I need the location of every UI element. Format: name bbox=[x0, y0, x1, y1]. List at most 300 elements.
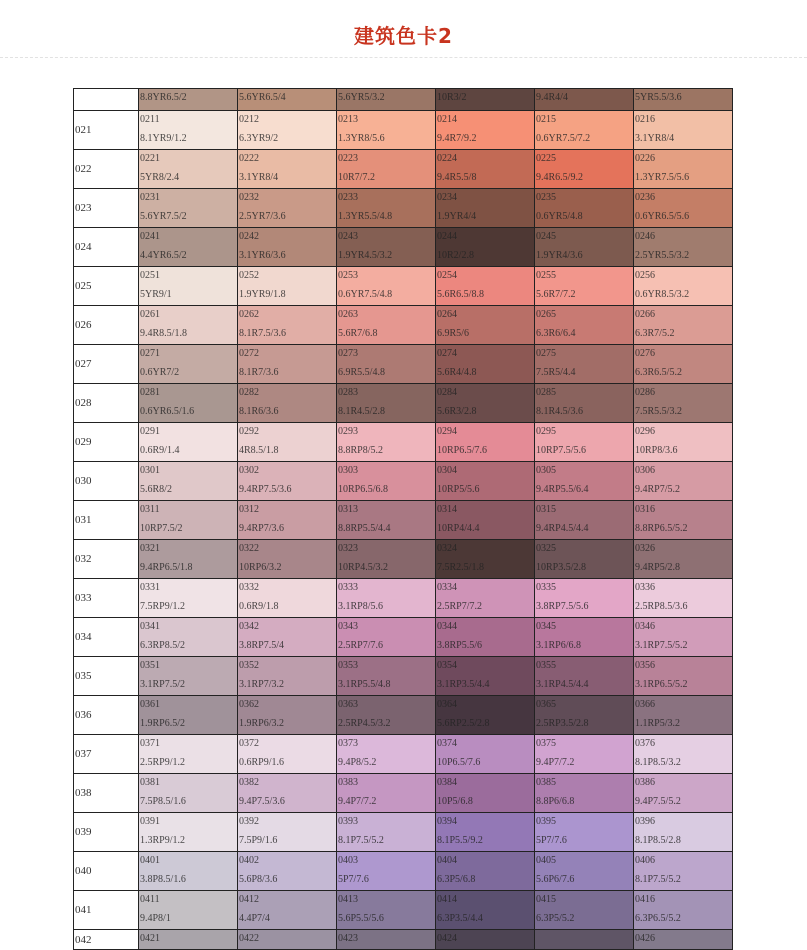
munsell-notation: 10RP3.5/2.8 bbox=[536, 562, 587, 573]
color-swatch bbox=[436, 189, 535, 228]
color-swatch bbox=[337, 540, 436, 579]
color-swatch bbox=[337, 111, 436, 150]
color-swatch bbox=[436, 306, 535, 345]
munsell-notation: 10P6.5/7.6 bbox=[437, 757, 481, 768]
color-swatch bbox=[238, 696, 337, 735]
munsell-notation: 3.1RP5.5/4.8 bbox=[338, 679, 391, 690]
munsell-notation: 1.3YR8/5.6 bbox=[338, 133, 385, 144]
munsell-notation: 0.6YR7/2 bbox=[140, 367, 180, 378]
color-swatch bbox=[139, 501, 238, 540]
munsell-notation: 5.6R3/2.8 bbox=[437, 406, 477, 417]
color-swatch bbox=[535, 189, 634, 228]
munsell-notation: 7.5P8.5/1.6 bbox=[140, 796, 186, 807]
color-row bbox=[74, 189, 733, 228]
color-code: 0352 bbox=[239, 660, 259, 671]
munsell-notation: 6.3P5/5.2 bbox=[536, 913, 575, 924]
color-code: 0256 bbox=[635, 270, 655, 281]
color-swatch bbox=[436, 540, 535, 579]
color-code: 0396 bbox=[635, 816, 655, 827]
color-swatch bbox=[337, 267, 436, 306]
color-code: 0334 bbox=[437, 582, 457, 593]
munsell-notation: 5.6R7/7.2 bbox=[536, 289, 576, 300]
munsell-notation: 10R3/2 bbox=[437, 92, 467, 103]
munsell-notation: 8.1R4.5/2.8 bbox=[338, 406, 385, 417]
color-swatch bbox=[238, 657, 337, 696]
color-swatch bbox=[337, 384, 436, 423]
color-code: 0236 bbox=[635, 192, 655, 203]
munsell-notation: 6.3P5/6.8 bbox=[437, 874, 476, 885]
color-code: 0233 bbox=[338, 192, 358, 203]
munsell-notation: 10R2/2.8 bbox=[437, 250, 474, 261]
munsell-notation: 3.1YR8/4 bbox=[635, 133, 675, 144]
color-swatch bbox=[535, 657, 634, 696]
color-code: 0346 bbox=[635, 621, 655, 632]
munsell-notation: 6.9R5.5/4.8 bbox=[338, 367, 385, 378]
color-code: 0421 bbox=[140, 933, 160, 944]
munsell-notation: 3.1RP7.5/2 bbox=[140, 679, 186, 690]
color-row bbox=[74, 891, 733, 930]
color-swatch bbox=[535, 306, 634, 345]
color-code: 0355 bbox=[536, 660, 556, 671]
color-code: 0242 bbox=[239, 231, 259, 242]
color-swatch bbox=[535, 423, 634, 462]
color-code: 0403 bbox=[338, 855, 358, 866]
munsell-notation: 5.6P6/7.6 bbox=[536, 874, 575, 885]
row-label: 030 bbox=[74, 462, 139, 501]
color-swatch bbox=[337, 813, 436, 852]
color-swatch bbox=[139, 462, 238, 501]
color-swatch bbox=[139, 150, 238, 189]
color-swatch bbox=[139, 618, 238, 657]
color-code: 0326 bbox=[635, 543, 655, 554]
color-swatch bbox=[535, 462, 634, 501]
munsell-notation: 3.1RP3.5/4.4 bbox=[437, 679, 490, 690]
color-row bbox=[74, 462, 733, 501]
color-code: 0373 bbox=[338, 738, 358, 749]
color-swatch bbox=[238, 384, 337, 423]
color-swatch bbox=[436, 501, 535, 540]
munsell-notation: 9.4R6.5/9.2 bbox=[536, 172, 583, 183]
munsell-notation: 9.4RP5.5/6.4 bbox=[536, 484, 589, 495]
color-swatch bbox=[634, 657, 733, 696]
color-code: 0255 bbox=[536, 270, 556, 281]
color-swatch bbox=[238, 150, 337, 189]
color-code: 0341 bbox=[140, 621, 160, 632]
color-code: 0214 bbox=[437, 114, 457, 125]
color-code: 0221 bbox=[140, 153, 160, 164]
row-label: 029 bbox=[74, 423, 139, 462]
munsell-notation: 6.3P6.5/5.2 bbox=[635, 913, 681, 924]
color-code: 0342 bbox=[239, 621, 259, 632]
color-code: 0276 bbox=[635, 348, 655, 359]
color-code: 0382 bbox=[239, 777, 259, 788]
color-code: 0335 bbox=[536, 582, 556, 593]
color-swatch bbox=[634, 774, 733, 813]
row-label: 028 bbox=[74, 384, 139, 423]
color-swatch bbox=[634, 228, 733, 267]
munsell-notation: 7.5P9/1.6 bbox=[239, 835, 278, 846]
color-swatch bbox=[238, 345, 337, 384]
munsell-notation: 6.3P3.5/4.4 bbox=[437, 913, 483, 924]
munsell-notation: 0.6YR7.5/7.2 bbox=[536, 133, 591, 144]
munsell-notation: 9.4R4/4 bbox=[536, 92, 568, 103]
row-label: 033 bbox=[74, 579, 139, 618]
color-code: 0282 bbox=[239, 387, 259, 398]
color-swatch bbox=[337, 852, 436, 891]
munsell-notation: 0.6YR6.5/1.6 bbox=[140, 406, 195, 417]
munsell-notation: 9.4P7.5/5.2 bbox=[635, 796, 681, 807]
row-label: 031 bbox=[74, 501, 139, 540]
color-swatch bbox=[535, 774, 634, 813]
munsell-notation: 8.1R4.5/3.6 bbox=[536, 406, 583, 417]
row-label: 041 bbox=[74, 891, 139, 930]
color-swatch bbox=[634, 852, 733, 891]
color-swatch bbox=[337, 501, 436, 540]
color-swatch bbox=[139, 89, 238, 111]
munsell-notation: 10RP7.5/5.6 bbox=[536, 445, 587, 456]
color-swatch bbox=[436, 228, 535, 267]
munsell-notation: 5.6RP2.5/2.8 bbox=[437, 718, 490, 729]
color-code: 0353 bbox=[338, 660, 358, 671]
color-swatch bbox=[238, 618, 337, 657]
color-code: 0363 bbox=[338, 699, 358, 710]
color-code: 0365 bbox=[536, 699, 556, 710]
munsell-notation: 5.6P5.5/5.6 bbox=[338, 913, 384, 924]
color-code: 0303 bbox=[338, 465, 358, 476]
color-code: 0344 bbox=[437, 621, 457, 632]
color-code: 0281 bbox=[140, 387, 160, 398]
color-swatch bbox=[337, 228, 436, 267]
munsell-notation: 2.5RP7/7.6 bbox=[338, 640, 384, 651]
color-code: 0312 bbox=[239, 504, 259, 515]
color-swatch bbox=[634, 696, 733, 735]
row-label: 037 bbox=[74, 735, 139, 774]
color-code: 0385 bbox=[536, 777, 556, 788]
munsell-notation: 6.3R6/6.4 bbox=[536, 328, 576, 339]
color-code: 0375 bbox=[536, 738, 556, 749]
munsell-notation: 5YR9/1 bbox=[140, 289, 172, 300]
color-swatch bbox=[535, 228, 634, 267]
munsell-notation: 6.3YR9/2 bbox=[239, 133, 279, 144]
color-code: 0313 bbox=[338, 504, 358, 515]
munsell-notation: 0.6YR5/4.8 bbox=[536, 211, 583, 222]
color-code: 0376 bbox=[635, 738, 655, 749]
color-swatch bbox=[634, 345, 733, 384]
munsell-notation: 3.8RP7.5/4 bbox=[239, 640, 285, 651]
color-swatch bbox=[535, 345, 634, 384]
munsell-notation: 1.9RP6/3.2 bbox=[239, 718, 285, 729]
color-code: 0323 bbox=[338, 543, 358, 554]
munsell-notation: 5P7/7.6 bbox=[536, 835, 567, 846]
color-code: 0223 bbox=[338, 153, 358, 164]
color-code: 0366 bbox=[635, 699, 655, 710]
color-swatch bbox=[139, 111, 238, 150]
color-swatch bbox=[535, 501, 634, 540]
munsell-notation: 2.5RP4.5/3.2 bbox=[338, 718, 391, 729]
munsell-notation: 10RP6.5/7.6 bbox=[437, 445, 488, 456]
munsell-notation: 5.6R4/4.8 bbox=[437, 367, 477, 378]
color-swatch bbox=[337, 89, 436, 111]
munsell-notation: 9.4P8/5.2 bbox=[338, 757, 377, 768]
munsell-notation: 10RP8/3.6 bbox=[635, 445, 678, 456]
color-swatch bbox=[238, 306, 337, 345]
color-code: 0215 bbox=[536, 114, 556, 125]
munsell-notation: 5.6R7/6.8 bbox=[338, 328, 378, 339]
munsell-notation: 6.9R5/6 bbox=[437, 328, 469, 339]
color-swatch bbox=[238, 267, 337, 306]
color-code: 0232 bbox=[239, 192, 259, 203]
color-row bbox=[74, 384, 733, 423]
munsell-notation: 6.3RP8.5/2 bbox=[140, 640, 186, 651]
munsell-notation: 0.6R9/1.4 bbox=[140, 445, 180, 456]
color-code: 0246 bbox=[635, 231, 655, 242]
row-label: 032 bbox=[74, 540, 139, 579]
color-code: 0224 bbox=[437, 153, 457, 164]
munsell-notation: 1.9YR4.5/3.2 bbox=[338, 250, 393, 261]
munsell-notation: 1.9YR9/1.8 bbox=[239, 289, 286, 300]
color-code: 0252 bbox=[239, 270, 259, 281]
munsell-notation: 8.1P7.5/5.2 bbox=[338, 835, 384, 846]
row-label: 039 bbox=[74, 813, 139, 852]
munsell-notation: 4R8.5/1.8 bbox=[239, 445, 279, 456]
color-row bbox=[74, 111, 733, 150]
munsell-notation: 3.1RP7/3.2 bbox=[239, 679, 285, 690]
color-code: 0393 bbox=[338, 816, 358, 827]
color-swatch bbox=[436, 891, 535, 930]
color-swatch bbox=[436, 618, 535, 657]
color-swatch bbox=[436, 345, 535, 384]
munsell-notation: 6.3R6.5/5.2 bbox=[635, 367, 682, 378]
title-divider bbox=[0, 57, 807, 58]
color-swatch bbox=[634, 540, 733, 579]
munsell-notation: 10P5/6.8 bbox=[437, 796, 473, 807]
color-swatch bbox=[238, 579, 337, 618]
color-code: 0253 bbox=[338, 270, 358, 281]
munsell-notation: 9.4R8.5/1.8 bbox=[140, 328, 187, 339]
color-swatch bbox=[139, 306, 238, 345]
color-code: 0294 bbox=[437, 426, 457, 437]
color-code: 0285 bbox=[536, 387, 556, 398]
munsell-notation: 2.5RP8.5/3.6 bbox=[635, 601, 688, 612]
munsell-notation: 9.4P7/7.2 bbox=[536, 757, 575, 768]
color-swatch bbox=[337, 579, 436, 618]
color-swatch bbox=[634, 89, 733, 111]
color-code: 0361 bbox=[140, 699, 160, 710]
munsell-notation: 10RP7.5/2 bbox=[140, 523, 183, 534]
munsell-notation: 3.1YR6/3.6 bbox=[239, 250, 286, 261]
munsell-notation: 9.4RP7.5/3.6 bbox=[239, 484, 292, 495]
color-swatch bbox=[238, 228, 337, 267]
munsell-notation: 9.4P7.5/3.6 bbox=[239, 796, 285, 807]
color-row bbox=[74, 306, 733, 345]
row-label: 040 bbox=[74, 852, 139, 891]
color-code: 0216 bbox=[635, 114, 655, 125]
munsell-notation: 8.1P7.5/5.2 bbox=[635, 874, 681, 885]
color-swatch bbox=[535, 813, 634, 852]
color-swatch bbox=[436, 462, 535, 501]
color-code: 0265 bbox=[536, 309, 556, 320]
munsell-notation: 8.1YR9/1.2 bbox=[140, 133, 187, 144]
munsell-notation: 10RP6/3.2 bbox=[239, 562, 282, 573]
munsell-notation: 3.1RP6/6.8 bbox=[536, 640, 582, 651]
color-code: 0423 bbox=[338, 933, 358, 944]
munsell-notation: 3.8P8.5/1.6 bbox=[140, 874, 186, 885]
color-swatch bbox=[139, 579, 238, 618]
color-swatch bbox=[139, 852, 238, 891]
color-swatch bbox=[535, 111, 634, 150]
color-row bbox=[74, 345, 733, 384]
color-code: 0426 bbox=[635, 933, 655, 944]
munsell-notation: 8.8P6/6.8 bbox=[536, 796, 575, 807]
color-swatch bbox=[634, 267, 733, 306]
color-swatch bbox=[139, 345, 238, 384]
color-code: 0384 bbox=[437, 777, 457, 788]
munsell-notation: 5P7/7.6 bbox=[338, 874, 369, 885]
row-label: 023 bbox=[74, 189, 139, 228]
color-row bbox=[74, 423, 733, 462]
color-card-body bbox=[74, 89, 733, 950]
munsell-notation: 7.5R2.5/1.8 bbox=[437, 562, 484, 573]
color-swatch bbox=[238, 501, 337, 540]
color-row bbox=[74, 267, 733, 306]
color-code: 0405 bbox=[536, 855, 556, 866]
color-code: 0345 bbox=[536, 621, 556, 632]
color-code: 0372 bbox=[239, 738, 259, 749]
color-code: 0231 bbox=[140, 192, 160, 203]
munsell-notation: 1.3YR5.5/4.8 bbox=[338, 211, 393, 222]
color-row bbox=[74, 579, 733, 618]
color-swatch bbox=[139, 540, 238, 579]
color-swatch bbox=[238, 89, 337, 111]
color-code: 0336 bbox=[635, 582, 655, 593]
color-swatch bbox=[238, 735, 337, 774]
page-title: 建筑色卡2 bbox=[354, 24, 453, 48]
color-code: 0212 bbox=[239, 114, 259, 125]
row-label: 026 bbox=[74, 306, 139, 345]
color-code: 0364 bbox=[437, 699, 457, 710]
color-code: 0402 bbox=[239, 855, 259, 866]
row-label: 022 bbox=[74, 150, 139, 189]
munsell-notation: 9.4RP7/5.2 bbox=[635, 484, 681, 495]
munsell-notation: 9.4P7/7.2 bbox=[338, 796, 377, 807]
munsell-notation: 3.8RP7.5/5.6 bbox=[536, 601, 589, 612]
color-swatch bbox=[436, 267, 535, 306]
munsell-notation: 2.5RP7/7.2 bbox=[437, 601, 483, 612]
color-swatch bbox=[238, 813, 337, 852]
color-swatch bbox=[535, 150, 634, 189]
color-swatch bbox=[139, 423, 238, 462]
color-row bbox=[74, 735, 733, 774]
color-code: 0261 bbox=[140, 309, 160, 320]
munsell-notation: 8.1P5.5/9.2 bbox=[437, 835, 483, 846]
color-code: 0275 bbox=[536, 348, 556, 359]
color-code: 0414 bbox=[437, 894, 457, 905]
munsell-notation: 1.9YR4/4 bbox=[437, 211, 477, 222]
color-code: 0311 bbox=[140, 504, 160, 515]
munsell-notation: 3.1RP4.5/4.4 bbox=[536, 679, 589, 690]
color-row bbox=[74, 618, 733, 657]
munsell-notation: 8.1R6/3.6 bbox=[239, 406, 279, 417]
color-swatch bbox=[139, 384, 238, 423]
color-code: 0306 bbox=[635, 465, 655, 476]
color-code: 0283 bbox=[338, 387, 358, 398]
munsell-notation: 2.5RP3.5/2.8 bbox=[536, 718, 589, 729]
munsell-notation: 1.9RP6.5/2 bbox=[140, 718, 186, 729]
munsell-notation: 10R7/7.2 bbox=[338, 172, 375, 183]
color-code: 0304 bbox=[437, 465, 457, 476]
color-swatch bbox=[337, 891, 436, 930]
color-swatch bbox=[139, 735, 238, 774]
munsell-notation: 10RP5/5.6 bbox=[437, 484, 480, 495]
color-row bbox=[74, 228, 733, 267]
color-code: 0234 bbox=[437, 192, 457, 203]
row-label: 021 bbox=[74, 111, 139, 150]
color-swatch bbox=[139, 774, 238, 813]
munsell-notation: 8.1P8.5/3.2 bbox=[635, 757, 681, 768]
row-label: 042 bbox=[74, 930, 139, 950]
color-code: 0325 bbox=[536, 543, 556, 554]
munsell-notation: 5YR8/2.4 bbox=[140, 172, 180, 183]
color-swatch bbox=[436, 735, 535, 774]
color-code: 0394 bbox=[437, 816, 457, 827]
color-swatch bbox=[634, 111, 733, 150]
color-swatch bbox=[436, 150, 535, 189]
color-swatch bbox=[634, 891, 733, 930]
color-row bbox=[74, 657, 733, 696]
color-code: 0416 bbox=[635, 894, 655, 905]
color-code: 0263 bbox=[338, 309, 358, 320]
munsell-notation: 9.4RP7/3.6 bbox=[239, 523, 285, 534]
color-swatch bbox=[139, 657, 238, 696]
munsell-notation: 1.9YR4/3.6 bbox=[536, 250, 583, 261]
munsell-notation: 0.6YR6.5/5.6 bbox=[635, 211, 690, 222]
color-code: 0324 bbox=[437, 543, 457, 554]
color-code: 0362 bbox=[239, 699, 259, 710]
color-code: 0296 bbox=[635, 426, 655, 437]
color-swatch bbox=[535, 579, 634, 618]
color-swatch bbox=[634, 423, 733, 462]
color-code: 0244 bbox=[437, 231, 457, 242]
color-code: 0406 bbox=[635, 855, 655, 866]
row-label: 027 bbox=[74, 345, 139, 384]
color-code: 0251 bbox=[140, 270, 160, 281]
munsell-notation: 1.3RP9/1.2 bbox=[140, 835, 186, 846]
color-swatch bbox=[337, 774, 436, 813]
color-swatch bbox=[634, 306, 733, 345]
row-label: 035 bbox=[74, 657, 139, 696]
munsell-notation: 0.6RP9/1.6 bbox=[239, 757, 285, 768]
color-code: 0302 bbox=[239, 465, 259, 476]
munsell-notation: 0.6YR8.5/3.2 bbox=[635, 289, 690, 300]
munsell-notation: 3.1RP8/5.6 bbox=[338, 601, 384, 612]
munsell-notation: 5.6R6.5/8.8 bbox=[437, 289, 484, 300]
munsell-notation: 4.4P7/4 bbox=[239, 913, 270, 924]
color-code: 0284 bbox=[437, 387, 457, 398]
color-code: 0391 bbox=[140, 816, 160, 827]
munsell-notation: 2.5YR5.5/3.2 bbox=[635, 250, 690, 261]
color-code: 0413 bbox=[338, 894, 358, 905]
color-code: 0286 bbox=[635, 387, 655, 398]
munsell-notation: 5.6YR7.5/2 bbox=[140, 211, 187, 222]
color-swatch bbox=[634, 735, 733, 774]
color-code: 0322 bbox=[239, 543, 259, 554]
color-swatch bbox=[436, 813, 535, 852]
color-row bbox=[74, 696, 733, 735]
color-code: 0314 bbox=[437, 504, 457, 515]
munsell-notation: 9.4P8/1 bbox=[140, 913, 171, 924]
munsell-notation: 5YR5.5/3.6 bbox=[635, 92, 682, 103]
color-swatch bbox=[139, 189, 238, 228]
